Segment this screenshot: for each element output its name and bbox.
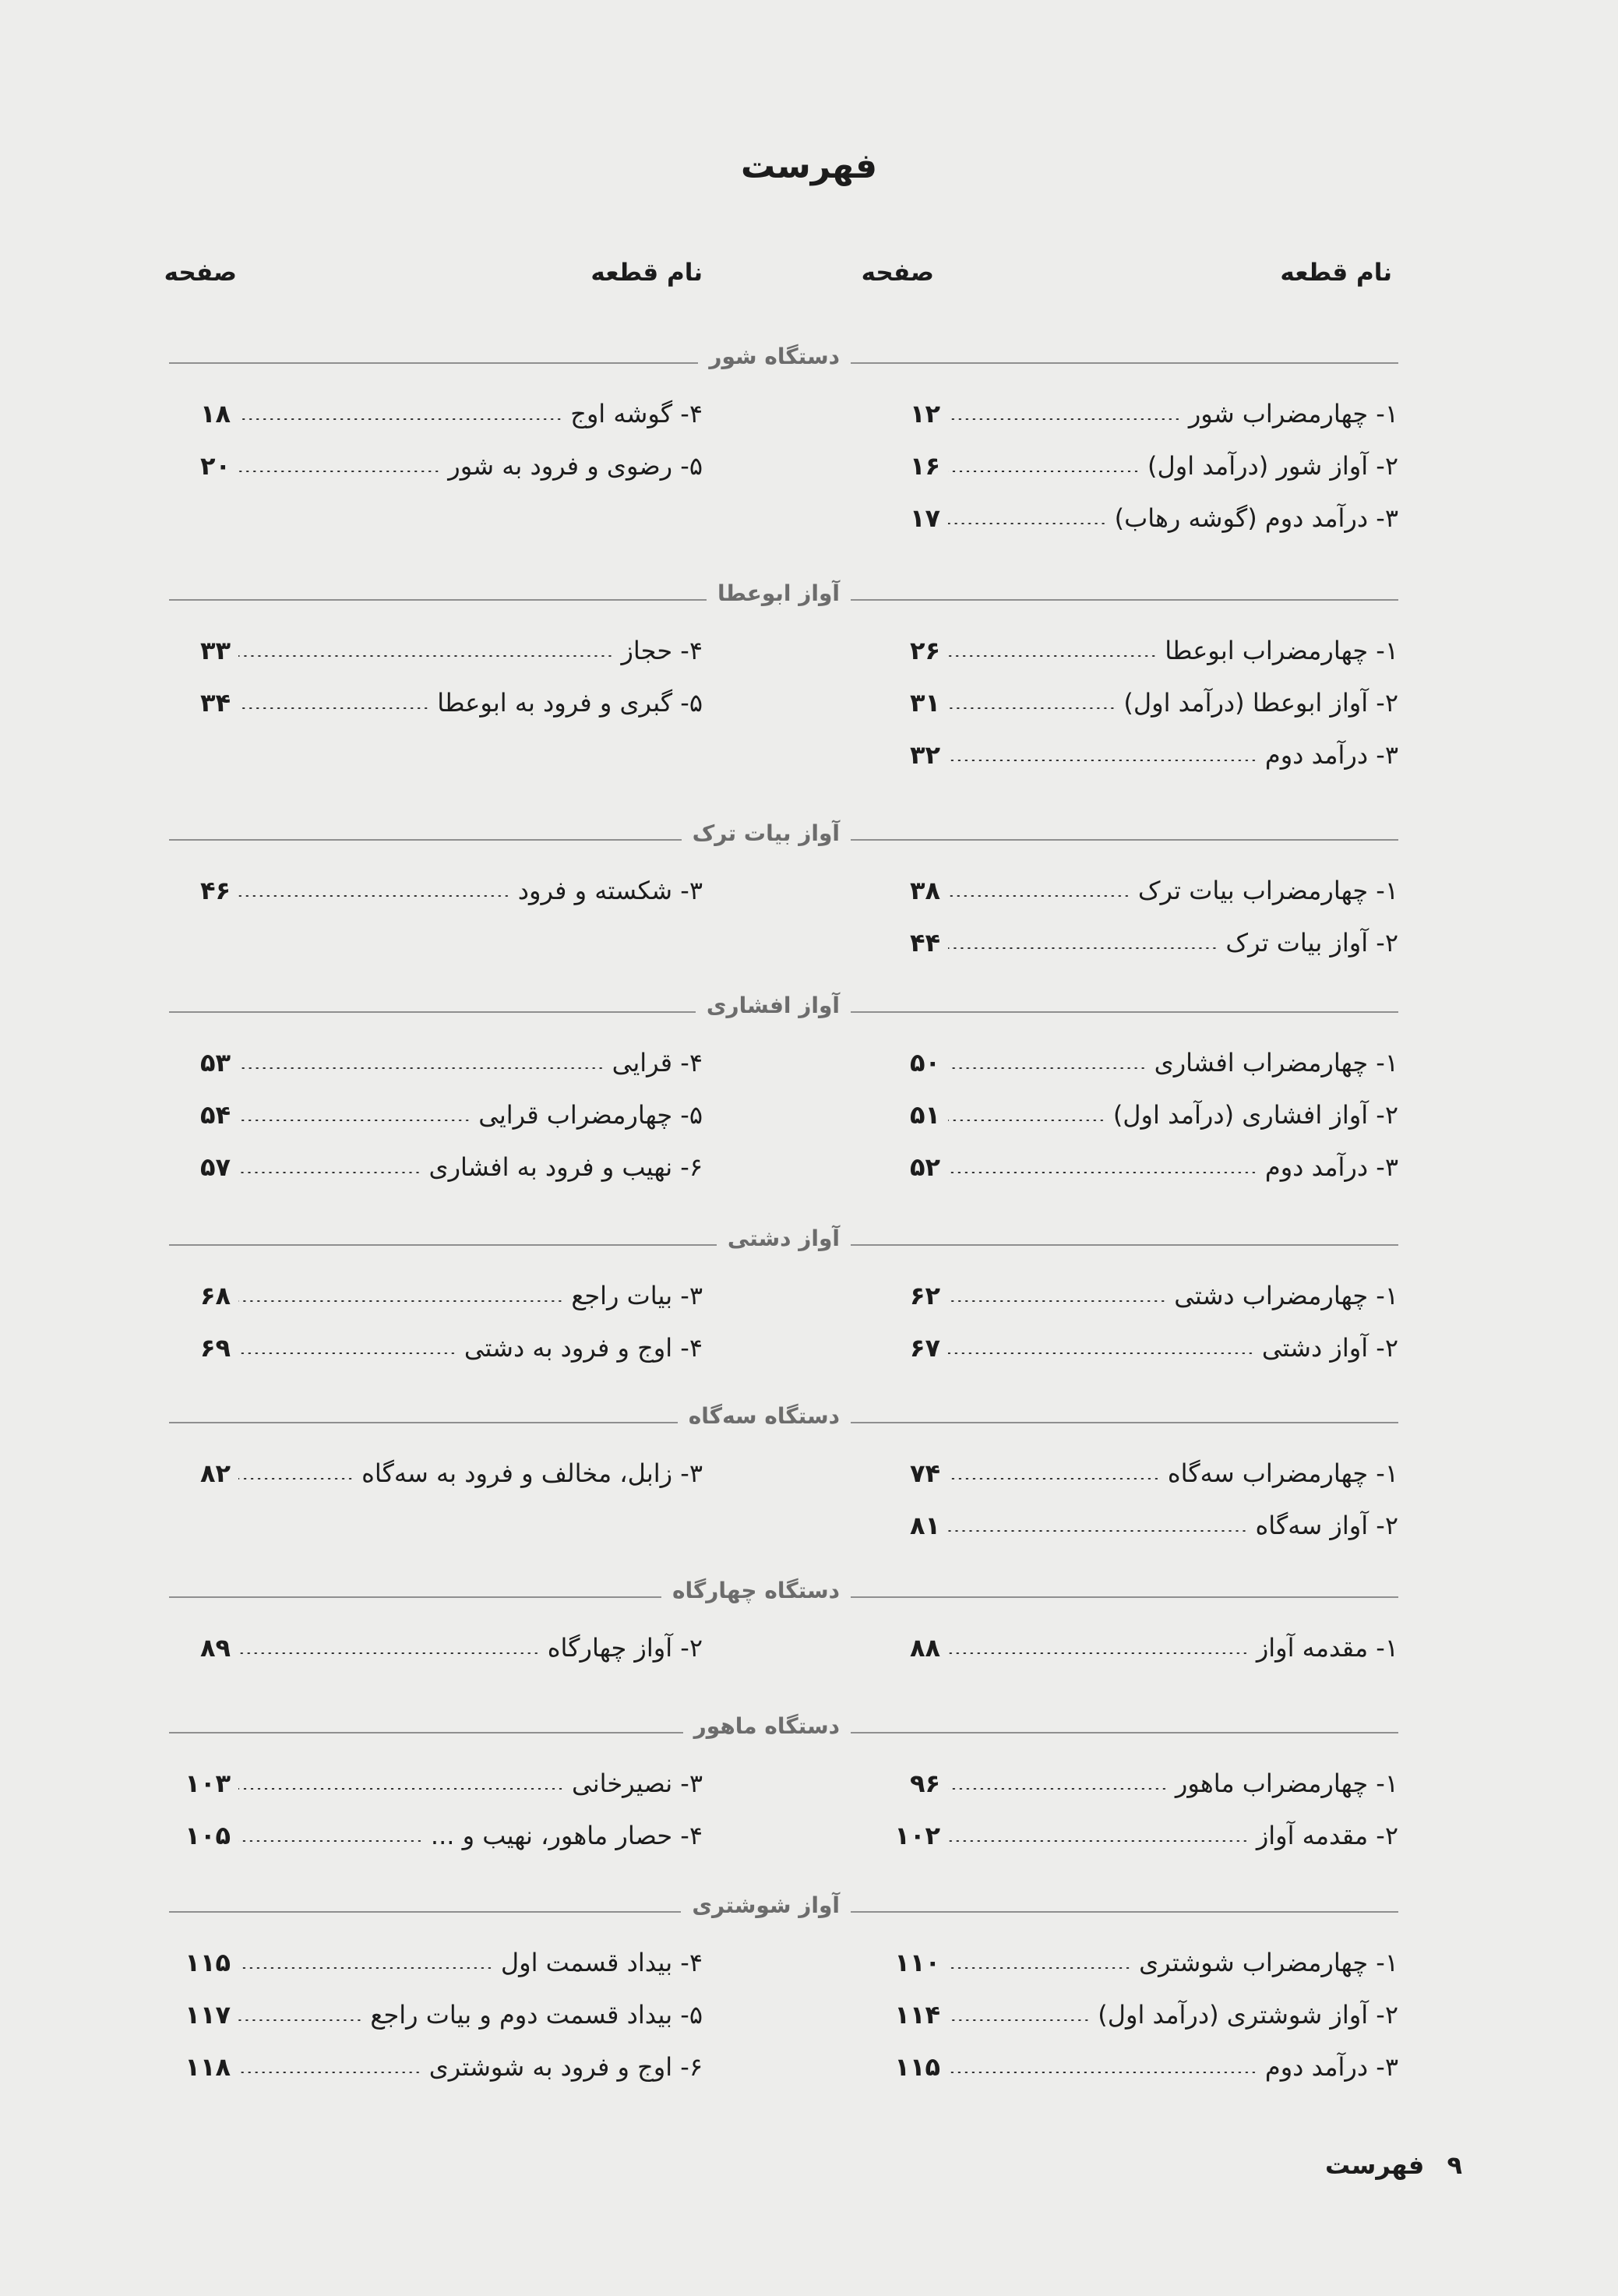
toc-entry	[890, 870, 1398, 911]
footer-label: فهرست	[1325, 2150, 1425, 2180]
toc-entry-page: ۶۹	[199, 1333, 231, 1363]
dot-leader	[948, 1120, 1105, 1121]
toc-entry-title: ۴- حصار ماهور، نهیب و ...	[430, 1821, 703, 1850]
toc-entry	[890, 1453, 1398, 1494]
toc-entry-page: ۵۱	[909, 1100, 940, 1130]
dot-leader	[238, 1353, 456, 1354]
toc-entry	[181, 1942, 703, 1983]
dot-leader	[948, 760, 1257, 761]
toc-entry-page: ۸۱	[909, 1511, 940, 1540]
toc-entry	[890, 393, 1398, 434]
toc-entry	[890, 630, 1398, 671]
toc-entry-page: ۱۷	[909, 503, 940, 533]
toc-entry	[890, 446, 1398, 486]
toc-entry-page: ۵۴	[199, 1100, 231, 1130]
toc-entry-page: ۲۶	[909, 636, 940, 665]
toc-entry-title: ۳- شکسته و فرود	[517, 876, 703, 905]
toc-entry-page: ۱۲	[909, 399, 940, 429]
toc-entry	[181, 393, 703, 434]
toc-entry	[890, 1994, 1398, 2035]
toc-entry	[181, 446, 703, 486]
dot-leader	[948, 1530, 1248, 1532]
toc-entry-page: ۱۱۵	[185, 1948, 231, 1977]
toc-entry-title: ۵- بیداد قسمت دوم و بیات راجع	[370, 2000, 703, 2030]
toc-entry	[181, 1147, 703, 1187]
section-heading: دستگاه ماهور	[683, 1713, 851, 1739]
toc-entry	[181, 1815, 703, 1856]
page-footer	[1311, 2150, 1462, 2180]
dot-leader	[948, 1478, 1160, 1480]
toc-entry-page: ۳۴	[199, 688, 231, 718]
dot-leader	[948, 1652, 1249, 1654]
toc-entry-title: ۲- مقدمه آواز	[1256, 1821, 1398, 1850]
section-heading: آواز بیات ترک	[682, 820, 851, 846]
toc-entry-title: ۱- چهارمضراب ماهور	[1175, 1769, 1398, 1798]
page-title: فهرست	[740, 146, 878, 186]
toc-entry-page: ۱۰۲	[894, 1821, 940, 1850]
toc-entry-title: ۲- آواز شوشتری (درآمد اول)	[1098, 2000, 1398, 2030]
toc-entry	[890, 1505, 1398, 1546]
section-heading: دستگاه سه‌گاه	[678, 1403, 851, 1429]
toc-entry-page: ۴۶	[199, 876, 231, 905]
dot-leader	[238, 1067, 605, 1069]
section-heading: آواز شوشتری	[681, 1892, 851, 1918]
toc-entry	[181, 1453, 703, 1494]
section-heading: آواز دشتی	[717, 1226, 851, 1251]
toc-entry-page: ۳۳	[199, 636, 231, 665]
toc-entry	[890, 1942, 1398, 1983]
toc-entry-title: ۴- قرایی	[612, 1048, 703, 1077]
toc-entry-page: ۵۰	[909, 1048, 940, 1077]
toc-entry-title: ۱- چهارمضراب افشاری	[1154, 1048, 1398, 1077]
dot-leader	[238, 1652, 540, 1654]
toc-entry-title: ۲- آواز چهارگاه	[547, 1633, 703, 1663]
toc-entry	[890, 682, 1398, 723]
toc-entry-page: ۳۲	[909, 740, 940, 770]
toc-entry-title: ۱- چهارمضراب دشتی	[1174, 1281, 1398, 1310]
toc-entry-title: ۱- چهارمضراب ابوعطا	[1165, 636, 1398, 665]
toc-entry-page: ۶۸	[199, 1281, 231, 1310]
toc-entry	[890, 1815, 1398, 1856]
toc-entry	[890, 1147, 1398, 1187]
column-header-name-left: نام قطعه	[590, 259, 703, 287]
toc-entry	[890, 735, 1398, 775]
toc-entry-page: ۱۶	[909, 451, 940, 481]
toc-entry	[181, 1275, 703, 1316]
toc-entry	[890, 1328, 1398, 1368]
toc-entry-page: ۱۱۸	[185, 2052, 231, 2082]
dot-leader	[238, 1840, 423, 1842]
toc-entry	[181, 1763, 703, 1804]
toc-entry-page: ۱۱۵	[894, 2052, 940, 2082]
dot-leader	[238, 1478, 354, 1480]
toc-entry	[181, 1994, 703, 2035]
toc-entry-page: ۱۱۰	[894, 1948, 940, 1977]
toc-entry-title: ۱- چهارمضراب بیات ترک	[1137, 876, 1398, 905]
toc-entry-title: ۳- درآمد دوم (گوشه رهاب)	[1114, 503, 1398, 533]
toc-entry	[890, 2047, 1398, 2087]
toc-entry-title: ۶- اوج و فرود به شوشتری	[428, 2052, 703, 2082]
toc-entry-title: ۲- آواز افشاری (درآمد اول)	[1112, 1100, 1398, 1130]
toc-entry-page: ۵۲	[909, 1152, 940, 1182]
toc-entry	[181, 870, 703, 911]
dot-leader	[948, 1840, 1249, 1842]
toc-entry	[890, 922, 1398, 963]
column-header-name-right: نام قطعه	[1280, 259, 1392, 287]
toc-entry-page: ۱۰۵	[185, 1821, 231, 1850]
toc-entry	[181, 630, 703, 671]
toc-entry-title: ۴- اوج و فرود به دشتی	[464, 1333, 703, 1363]
dot-leader	[238, 1172, 421, 1173]
dot-leader	[948, 471, 1140, 472]
toc-entry-title: ۲- آواز شور (درآمد اول)	[1147, 451, 1398, 481]
toc-entry-page: ۳۸	[909, 876, 940, 905]
toc-entry-page: ۶۲	[909, 1281, 940, 1310]
toc-entry-title: ۳- درآمد دوم	[1264, 1152, 1398, 1182]
toc-entry-title: ۱- چهارمضراب شوشتری	[1139, 1948, 1398, 1977]
toc-entry	[181, 1042, 703, 1083]
dot-leader	[238, 471, 440, 472]
toc-entry	[181, 1628, 703, 1668]
toc-entry-title: ۳- زابل، مخالف و فرود به سه‌گاه	[361, 1458, 703, 1488]
dot-leader	[238, 707, 429, 709]
dot-leader	[948, 655, 1157, 657]
toc-entry-page: ۱۸	[199, 399, 231, 429]
dot-leader	[238, 1120, 471, 1121]
toc-entry-title: ۲- آواز سه‌گاه	[1255, 1511, 1398, 1540]
dot-leader	[948, 523, 1107, 524]
toc-entry	[890, 1275, 1398, 1316]
dot-leader	[238, 2019, 362, 2021]
dot-leader	[948, 1353, 1254, 1354]
toc-entry-page: ۶۷	[909, 1333, 940, 1363]
toc-entry-title: ۳- نصیرخانی	[572, 1769, 703, 1798]
toc-entry-title: ۴- حجاز	[621, 636, 703, 665]
toc-entry-page: ۵۳	[199, 1048, 231, 1077]
dot-leader	[238, 1300, 563, 1302]
toc-entry-title: ۱- چهارمضراب شور	[1188, 399, 1398, 429]
dot-leader	[948, 1967, 1131, 1969]
section-heading: آواز ابوعطا	[707, 580, 851, 606]
dot-leader	[948, 2019, 1090, 2021]
toc-entry-page: ۴۴	[909, 928, 940, 958]
toc-entry	[890, 1628, 1398, 1668]
toc-entry-page: ۸۹	[199, 1633, 231, 1663]
toc-entry	[890, 1763, 1398, 1804]
toc-entry-title: ۵- گبری و فرود به ابوعطا	[437, 688, 703, 718]
toc-entry-title: ۴- بیداد قسمت اول	[500, 1948, 703, 1977]
toc-entry-page: ۱۰۳	[185, 1769, 231, 1798]
toc-entry-title: ۳- درآمد دوم	[1264, 2052, 1398, 2082]
dot-leader	[948, 1300, 1166, 1302]
toc-entry-page: ۸۸	[909, 1633, 940, 1663]
section-heading: آواز افشاری	[696, 993, 851, 1018]
column-header-page-right: صفحه	[861, 259, 934, 287]
toc-entry	[890, 1042, 1398, 1083]
toc-entry-title: ۶- نهیب و فرود به افشاری	[428, 1152, 703, 1182]
dot-leader	[948, 2072, 1257, 2073]
toc-entry-title: ۲- آواز بیات ترک	[1225, 928, 1398, 958]
dot-leader	[238, 1967, 493, 1969]
toc-entry-page: ۳۱	[909, 688, 940, 718]
toc-entry-page: ۲۰	[199, 451, 231, 481]
toc-entry-page: ۱۱۷	[185, 2000, 231, 2030]
toc-entry-title: ۳- بیات راجع	[571, 1281, 703, 1310]
toc-entry	[181, 682, 703, 723]
dot-leader	[948, 1067, 1147, 1069]
section-heading: دستگاه چهارگاه	[661, 1578, 851, 1603]
dot-leader	[948, 895, 1130, 897]
dot-leader	[238, 2072, 421, 2073]
toc-entry-page: ۵۷	[199, 1152, 231, 1182]
dot-leader	[238, 895, 510, 897]
dot-leader	[238, 418, 562, 420]
toc-entry	[181, 1328, 703, 1368]
toc-entry-title: ۲- آواز ابوعطا (درآمد اول)	[1123, 688, 1398, 718]
column-header-page-left: صفحه	[164, 259, 237, 287]
section-heading: دستگاه شور	[698, 344, 851, 369]
dot-leader	[948, 707, 1116, 709]
dot-leader	[948, 1788, 1168, 1790]
toc-entry	[890, 1095, 1398, 1135]
toc-entry-page: ۹۶	[909, 1769, 940, 1798]
footer-page-number: ۹	[1447, 2150, 1462, 2180]
toc-entry	[181, 2047, 703, 2087]
toc-entry	[890, 498, 1398, 538]
dot-leader	[948, 947, 1218, 949]
toc-entry-page: ۱۱۴	[894, 2000, 940, 2030]
toc-entry-title: ۲- آواز دشتی	[1261, 1333, 1398, 1363]
toc-entry-page: ۷۴	[909, 1458, 940, 1488]
dot-leader	[238, 655, 613, 657]
toc-entry	[181, 1095, 703, 1135]
toc-entry-title: ۱- چهارمضراب سه‌گاه	[1167, 1458, 1398, 1488]
toc-entry-title: ۱- مقدمه آواز	[1256, 1633, 1398, 1663]
toc-entry-title: ۵- رضوی و فرود به شور	[448, 451, 703, 481]
toc-entry-title: ۳- درآمد دوم	[1264, 740, 1398, 770]
dot-leader	[948, 418, 1181, 420]
toc-entry-title: ۵- چهارمضراب قرایی	[478, 1100, 703, 1130]
dot-leader	[948, 1172, 1257, 1173]
toc-entry-page: ۸۲	[199, 1458, 231, 1488]
toc-entry-title: ۴- گوشه اوج	[570, 399, 703, 429]
dot-leader	[238, 1788, 564, 1790]
